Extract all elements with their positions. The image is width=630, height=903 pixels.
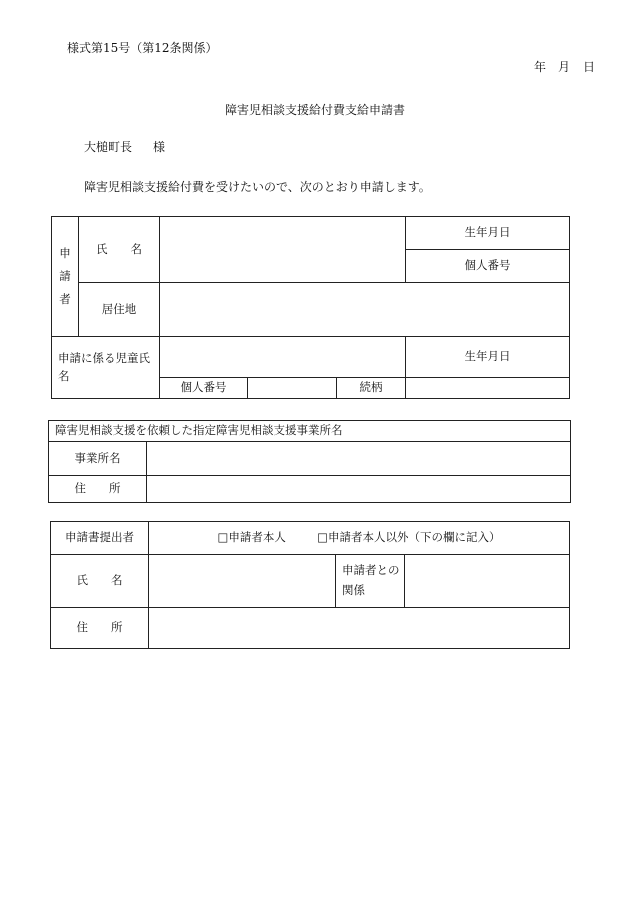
office-name-field[interactable] xyxy=(147,442,571,476)
office-table xyxy=(48,420,571,503)
office-address-label: 住 所 xyxy=(49,476,147,503)
document-title: 障害児相談支援給付費支給申請書 xyxy=(224,103,405,117)
option-self-checkbox[interactable]: □申請者本人 xyxy=(217,530,286,545)
submitter-name-field[interactable] xyxy=(149,555,336,608)
child-birthdate-label: 生年月日 xyxy=(406,337,570,378)
submitter-label: 申請書提出者 xyxy=(51,522,149,555)
applicant-name-field[interactable] xyxy=(160,217,406,283)
addressee-name: 大槌町長 xyxy=(84,140,133,154)
office-table-header: 障害児相談支援を依頼した指定障害児相談支援事業所名 xyxy=(49,421,571,442)
child-id-label: 個人番号 xyxy=(160,378,248,399)
submitter-name-label: 氏 名 xyxy=(51,555,149,608)
applicant-table xyxy=(51,216,570,399)
date-year: 年 xyxy=(534,60,547,74)
child-name-label: 申請に係る児童氏名 xyxy=(52,337,160,399)
residence-field[interactable] xyxy=(160,283,570,337)
submitter-options xyxy=(149,522,570,555)
applicant-birthdate-label: 生年月日 xyxy=(406,217,570,250)
submitter-address-field[interactable] xyxy=(149,608,570,649)
date-day: 日 xyxy=(583,60,596,74)
applicant-id-label: 個人番号 xyxy=(406,250,570,283)
submitter-table xyxy=(50,521,570,649)
intro-text: 障害児相談支援給付費を受けたいので、次のとおり申請します。 xyxy=(84,180,431,194)
child-id-field[interactable] xyxy=(248,378,337,399)
submitter-relation-label: 申請者との関係 xyxy=(336,555,405,608)
submitter-address-label: 住 所 xyxy=(51,608,149,649)
applicant-name-label: 氏 名 xyxy=(79,217,160,283)
form-number: 様式第15号（第12条関係） xyxy=(67,41,218,55)
relation-label: 続柄 xyxy=(337,378,406,399)
option-other-checkbox[interactable]: □申請者本人以外（下の欄に記入） xyxy=(317,530,501,545)
office-address-field[interactable] xyxy=(147,476,571,503)
applicant-vertical-label: 申 請 者 xyxy=(52,217,79,337)
date-month: 月 xyxy=(558,60,571,74)
relation-field[interactable] xyxy=(406,378,570,399)
child-name-field[interactable] xyxy=(160,337,406,378)
office-name-label: 事業所名 xyxy=(49,442,147,476)
submitter-relation-field[interactable] xyxy=(405,555,570,608)
addressee-honorific: 様 xyxy=(153,140,166,154)
residence-label: 居住地 xyxy=(79,283,160,337)
